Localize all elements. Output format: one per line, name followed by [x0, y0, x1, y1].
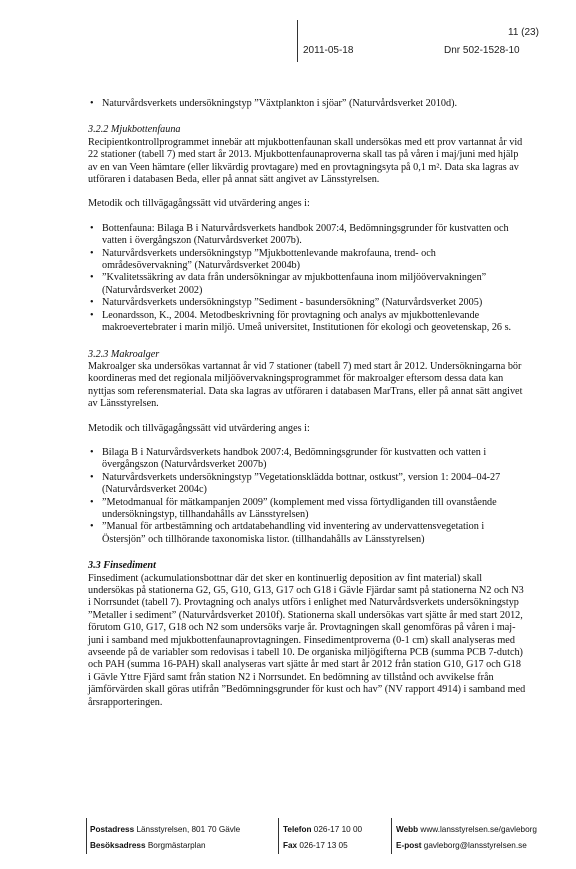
- bullet-icon: •: [90, 272, 94, 284]
- document-date: 2011-05-18: [303, 45, 354, 56]
- bullet-icon: •: [90, 496, 94, 508]
- footer-phone: Telefon 026-17 10 00 Fax 026-17 13 05: [283, 825, 363, 850]
- section-heading-makroalger: 3.2.3 Makroalger: [88, 348, 160, 360]
- bullet-icon: •: [90, 446, 94, 458]
- bullet-icon: •: [90, 222, 94, 234]
- website-link[interactable]: www.lansstyrelsen.se/gavleborg: [420, 825, 537, 834]
- method-intro: Metodik och tillvägagångssätt vid utvärdering anges i:: [88, 198, 310, 210]
- footer-divider: [278, 818, 279, 854]
- list-item: • Naturvårdsverkets undersökningstyp ”Växtplankton i sjöar” (Naturvårdsverket 2010d).: [90, 98, 458, 109]
- paragraph: Recipientkontrollprogrammet innebär att mjukbottenfaunan skall undersökas med ett prov vartannat år vid 22 stationer (tabell 7) med start år 2013. Mjukbottenfaunaproverna skall tas på våren i maj/juni med hjälp av en van Veen hämtare (eller likvärdig provtagare) med en provtagningsyta på 0,1 m². Data ska lagras av utföraren i databasen Beda, eller på annat sätt angivet av Länsstyrelsen.: [88, 136, 523, 186]
- list-item: • ”Manual för artbestämning och artdatabehandling vid inventering av undervattensvegetation i Östersjön” och tillhörande taxonomiska listor. (tillhandahålls av Länsstyrelsen): [90, 521, 485, 545]
- section-heading-mjukbottenfauna: 3.2.2 Mjukbottenfauna: [88, 124, 181, 136]
- document-number: Dnr 502-1528-10: [444, 45, 520, 56]
- bullet-icon: •: [90, 247, 94, 259]
- bullet-icon: •: [90, 297, 94, 309]
- list-item: • Naturvårdsverkets undersökningstyp ”Sediment - basundersökning” (Naturvårdsverket 2005): [90, 297, 483, 309]
- bullet-icon: •: [90, 309, 94, 321]
- footer-address: Postadress Länsstyrelsen, 801 70 Gävle Besöksadress Borgmästarplan: [90, 825, 241, 850]
- list-item: • Naturvårdsverkets undersökningstyp ”Mjukbottenlevande makrofauna, trend- och områdesövervakning” (Naturvårdsverket 2004b): [90, 247, 436, 272]
- bullet-icon: •: [90, 521, 94, 533]
- document-body: [88, 98, 526, 709]
- list-item: • Bottenfauna: Bilaga B i Naturvårdsverkets handbok 2007:4, Bedömningsgrunder för kustvatten och vatten i övergångszon (Naturvårdsverket 2007b).: [90, 222, 509, 247]
- bullet-icon: •: [90, 471, 94, 483]
- method-list-makroalger: [88, 447, 526, 546]
- list-item: • ”Kvalitetssäkring av data från undersökningar av mjukbottenfauna inom miljöövervakningen” (Naturvårdsverket 2002): [90, 272, 487, 296]
- method-intro: Metodik och tillvägagångssätt vid utvärdering anges i:: [88, 422, 310, 434]
- list-item: • ”Metodmanual för mätkampanjen 2009” (komplement med vissa förtydliganden till ovanstående undersökningstyp, tillhandahålls av Länsstyrelsen): [90, 496, 497, 520]
- section-heading-finsediment: 3.3 Finsediment: [88, 560, 156, 572]
- list-item: • Naturvårdsverkets undersökningstyp ”Vegetationsklädda bottnar, ostkust”, version 1: 2004–04-27 (Naturvårdsverket 2004c): [90, 471, 501, 496]
- method-list-mjukbottenfauna: [88, 223, 526, 335]
- footer-divider: [391, 818, 392, 854]
- footer-divider: [86, 818, 87, 854]
- paragraph: Makroalger ska undersökas vartannat år vid 7 stationer (tabell 7) med start år 2012. Undersökningarna bör koordineras med det regionala miljöövervakningsprogrammet för makroalger eftersom dessa data kan nyttjas som referensmaterial. Data ska lagras av utföraren i databasen MarTrans, eller på annat sätt angivet av Länsstyrelsen.: [88, 360, 523, 410]
- email-link[interactable]: gavleborg@lansstyrelsen.se: [423, 841, 527, 850]
- list-item: • Leonardsson, K., 2004. Metodbeskrivning för provtagning och analys av mjukbottenlevande makroevertebrater i marin miljö. Umeå universitet, Institutionen för ekologi och geovetenskap, 26 s.: [90, 309, 512, 334]
- list-item: • Bilaga B i Naturvårdsverkets handbok 2007:4, Bedömningsgrunder för kustvatten och vatten i övergångszon (Naturvårdsverket 2007b): [90, 446, 487, 471]
- top-bullet-list: [88, 98, 526, 110]
- paragraph: Finsediment (ackumulationsbottnar där det sker en kontinuerlig deposition av fint material) skall undersökas på stationerna G2, G5, G10, G13, G17 och G18 i Gävle Fjärdar samt på stationerna N2 och N3 i Norrsundet (tabell 7). Provtagning och analys utförs i enlighet med Naturvårdsverkets undersökningstyp ”Metaller i sediment” (Naturvårdsverket 2010f). Stationerna skall undersökas vart sjätte år med start 2012, förutom G10, G17, G18 och N2 som undersöks varje år. Provtagningen skall genomföras på våren i maj-juni i samband med mjukbottenfaunaprovtagningen. Finsedimentproverna (0-1 cm) skall analyseras med avseende på de variabler som redovisas i tabell 10. De organiska miljögifterna PCB (summa PCB 7-dutch) och PAH (summa 16-PAH) skall analyseras vart sjätte år med start år 2012 från station G10, G17 och G18 i Gävle Yttre Fjärd samt från station N2 i Norrsundet. En bedömning av tillstånd och avvikelse från jämförvärden skall göras utifrån ”Bedömningsgrunder för kust och hav” (NV rapport 4914) i samband med årsrapporteringen.: [88, 572, 526, 708]
- page-number: 11 (23): [508, 27, 539, 38]
- bullet-icon: •: [90, 98, 94, 109]
- header-divider: [297, 20, 298, 62]
- footer-web: Webb www.lansstyrelsen.se/gavleborg E-post gavleborg@lansstyrelsen.se: [396, 825, 537, 850]
